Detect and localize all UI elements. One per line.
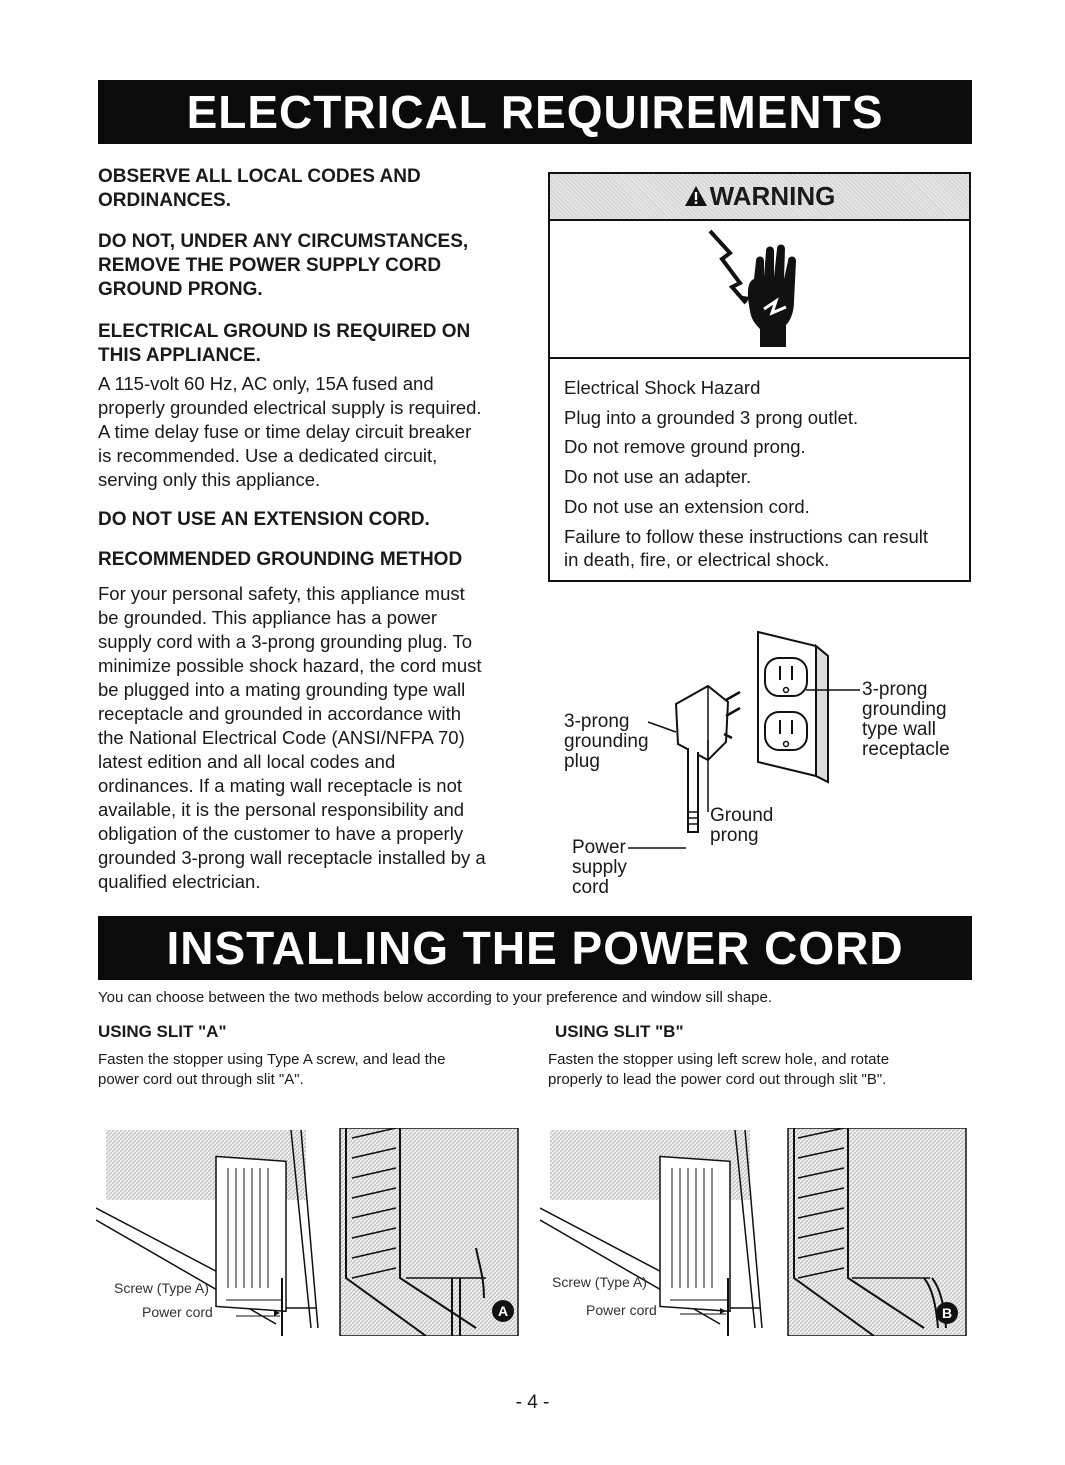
warning-label: WARNING xyxy=(709,181,836,211)
method-text-line: receptacle and grounded in accordance with xyxy=(98,703,462,724)
warning-line: Electrical Shock Hazard xyxy=(564,377,761,398)
slit-b-screw-label: Screw (Type A) xyxy=(552,1274,647,1290)
slit-a-cord-label: Power cord xyxy=(142,1304,213,1320)
warning-line: Do not remove ground prong. xyxy=(564,436,806,457)
supply-text-line: properly grounded electrical supply is required. xyxy=(98,397,482,418)
warning-line: Do not use an extension cord. xyxy=(564,496,810,517)
heading-no-extension-cord: DO NOT USE AN EXTENSION CORD. xyxy=(98,509,430,530)
slit-a-text-line: Fasten the stopper using Type A screw, and lead the xyxy=(98,1051,446,1068)
slit-b-text-line: properly to lead the power cord out through slit "B". xyxy=(548,1071,887,1088)
section-title-electrical-requirements: ELECTRICAL REQUIREMENTS xyxy=(98,80,972,144)
supply-text-line: serving only this appliance. xyxy=(98,469,321,490)
page-number: - 4 - xyxy=(515,1392,550,1413)
ground-prong-label: prong xyxy=(710,825,759,846)
heading-ground-required-2: THIS APPLIANCE. xyxy=(98,345,261,366)
method-text-line: minimize possible shock hazard, the cord must xyxy=(98,655,482,676)
heading-ground-required: ELECTRICAL GROUND IS REQUIRED ON xyxy=(98,321,471,342)
power-cord-label: cord xyxy=(572,877,609,898)
supply-text-line: A 115-volt 60 Hz, AC only, 15A fused and xyxy=(98,373,434,394)
slit-a-badge: A xyxy=(492,1300,514,1322)
plug-label: grounding xyxy=(564,731,649,752)
electric-shock-hand-icon xyxy=(550,221,969,357)
slit-a-text-line: power cord out through slit "A". xyxy=(98,1071,304,1088)
heading-ground-prong-3: GROUND PRONG. xyxy=(98,279,263,300)
heading-ground-prong: DO NOT, UNDER ANY CIRCUMSTANCES, xyxy=(98,231,469,252)
receptacle-label: type wall xyxy=(862,719,936,740)
heading-observe-codes-2: ORDINANCES. xyxy=(98,190,232,211)
method-text-line: ordinances. If a mating wall receptacle is not xyxy=(98,775,463,796)
plug-label: 3-prong xyxy=(564,711,630,732)
heading-observe-codes: OBSERVE ALL LOCAL CODES AND xyxy=(98,166,421,187)
plug-label: plug xyxy=(564,751,600,772)
receptacle-label: receptacle xyxy=(862,739,950,760)
ground-prong-label: Ground xyxy=(710,805,774,826)
plug-receptacle-diagram xyxy=(548,612,978,902)
supply-text-line: is recommended. Use a dedicated circuit, xyxy=(98,445,438,466)
slit-b-text-line: Fasten the stopper using left screw hole, and rotate xyxy=(548,1051,890,1068)
warning-line: Failure to follow these instructions can result xyxy=(564,526,929,547)
warning-line: Plug into a grounded 3 prong outlet. xyxy=(564,407,859,428)
warning-triangle-icon xyxy=(684,176,708,220)
method-text-line: be plugged into a mating grounding type wall xyxy=(98,679,466,700)
method-text-line: obligation of the customer to have a properly xyxy=(98,823,464,844)
method-text-line: supply cord with a 3-prong grounding plug. To xyxy=(98,631,473,652)
power-cord-label: Power xyxy=(572,837,626,858)
supply-text-line: A time delay fuse or time delay circuit breaker xyxy=(98,421,472,442)
heading-grounding-method: RECOMMENDED GROUNDING METHOD xyxy=(98,549,463,570)
method-text-line: qualified electrician. xyxy=(98,871,261,892)
method-text-line: For your personal safety, this appliance must xyxy=(98,583,465,604)
warning-header xyxy=(550,174,969,221)
receptacle-label: 3-prong xyxy=(862,679,928,700)
method-text-line: latest edition and all local codes and xyxy=(98,751,396,772)
slit-a-screw-label: Screw (Type A) xyxy=(114,1280,209,1296)
slit-b-cord-label: Power cord xyxy=(586,1302,657,1318)
slit-b-illustration xyxy=(540,1128,968,1336)
method-text-line: grounded 3-prong wall receptacle installed by a xyxy=(98,847,486,868)
slit-b-heading: USING SLIT "B" xyxy=(555,1022,684,1041)
warning-line: in death, fire, or electrical shock. xyxy=(564,549,830,570)
method-text-line: the National Electrical Code (ANSI/NFPA 70) xyxy=(98,727,465,748)
slit-a-illustration xyxy=(96,1128,520,1336)
receptacle-label: grounding xyxy=(862,699,947,720)
heading-ground-prong-2: REMOVE THE POWER SUPPLY CORD xyxy=(98,255,442,276)
install-intro: You can choose between the two methods below according to your preference and window sill shape. xyxy=(98,989,773,1006)
warning-box xyxy=(548,172,971,582)
warning-divider xyxy=(550,357,969,359)
slit-b-badge: B xyxy=(936,1302,958,1324)
power-cord-label: supply xyxy=(572,857,627,878)
method-text-line: available, it is the personal responsibility and xyxy=(98,799,465,820)
warning-line: Do not use an adapter. xyxy=(564,466,752,487)
slit-a-heading: USING SLIT "A" xyxy=(98,1022,227,1041)
method-text-line: be grounded. This appliance has a power xyxy=(98,607,438,628)
section-title-installing-power-cord: INSTALLING THE POWER CORD xyxy=(98,916,972,980)
